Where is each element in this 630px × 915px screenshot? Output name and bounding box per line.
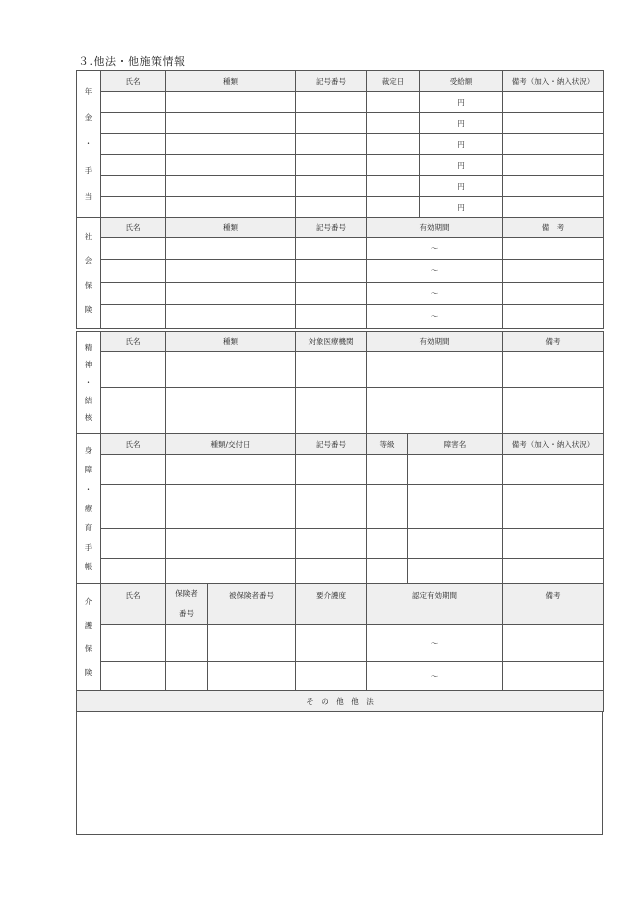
col-type: 種類 <box>166 332 296 352</box>
col-certified-period: 認定有効期間 <box>367 584 503 625</box>
col-type: 種類 <box>166 218 296 238</box>
col-insurer-number: 保険者 番号 <box>166 584 208 625</box>
mental-tb-table <box>76 331 604 434</box>
table-row: 円 <box>77 134 604 155</box>
table-row: 円 <box>77 92 604 113</box>
col-decision-date: 裁定日 <box>367 71 420 92</box>
col-grade: 等級 <box>367 434 408 455</box>
col-number: 記号番号 <box>296 434 367 455</box>
col-care-level: 要介護度 <box>296 584 367 625</box>
disability-table <box>76 433 604 584</box>
col-remarks: 備考（加入・納入状況） <box>503 434 604 455</box>
social-insurance-table <box>76 217 604 329</box>
col-remarks: 備考 <box>503 332 604 352</box>
table-row <box>77 352 604 388</box>
table-row: 円 <box>77 155 604 176</box>
col-name: 氏名 <box>101 434 166 455</box>
table-row: ～ <box>77 260 604 282</box>
table-row: ～ <box>77 304 604 328</box>
table-row: 円 <box>77 197 604 218</box>
col-medical-institution: 対象医療機関 <box>296 332 367 352</box>
col-name: 氏名 <box>101 584 166 625</box>
table-row <box>77 559 604 584</box>
table-row: 円 <box>77 176 604 197</box>
disability-side-label: 身 障 ・ 療 育 手 帳 <box>77 434 101 584</box>
table-row <box>77 455 604 485</box>
col-valid-period: 有効期間 <box>367 218 503 238</box>
table-row <box>77 485 604 529</box>
table-row: 円 <box>77 113 604 134</box>
col-type-issue-date: 種類/交付日 <box>166 434 296 455</box>
col-name: 氏名 <box>101 332 166 352</box>
col-remarks: 備 考 <box>503 218 604 238</box>
col-amount: 受給額 <box>420 71 503 92</box>
col-insured-number: 被保険者番号 <box>208 584 296 625</box>
table-row: ～ <box>77 238 604 260</box>
pension-table <box>76 70 604 218</box>
care-insurance-table <box>76 583 604 712</box>
other-laws-notes-area[interactable] <box>76 711 603 835</box>
col-disability-name: 障害名 <box>408 434 503 455</box>
col-number: 記号番号 <box>296 218 367 238</box>
other-laws-header: そ の 他 他 法 <box>77 691 604 712</box>
section-title: ３.他法・他施策情報 <box>78 55 186 68</box>
col-valid-period: 有効期間 <box>367 332 503 352</box>
care-side-label: 介 護 保 険 <box>77 584 101 691</box>
col-remarks: 備考（加入・納入状況） <box>503 71 604 92</box>
col-name: 氏名 <box>101 71 166 92</box>
table-row <box>77 388 604 434</box>
pension-side-label: 年 金 ・ 手 当 <box>77 71 101 218</box>
col-number: 記号番号 <box>296 71 367 92</box>
social-side-label: 社 会 保 険 <box>77 218 101 329</box>
table-row: ～ <box>77 662 604 691</box>
table-row: ～ <box>77 625 604 662</box>
col-remarks: 備考 <box>503 584 604 625</box>
col-name: 氏名 <box>101 218 166 238</box>
table-row: ～ <box>77 282 604 304</box>
mental-side-label: 精 神 ・ 結 核 <box>77 332 101 434</box>
table-row <box>77 529 604 559</box>
col-type: 種類 <box>166 71 296 92</box>
